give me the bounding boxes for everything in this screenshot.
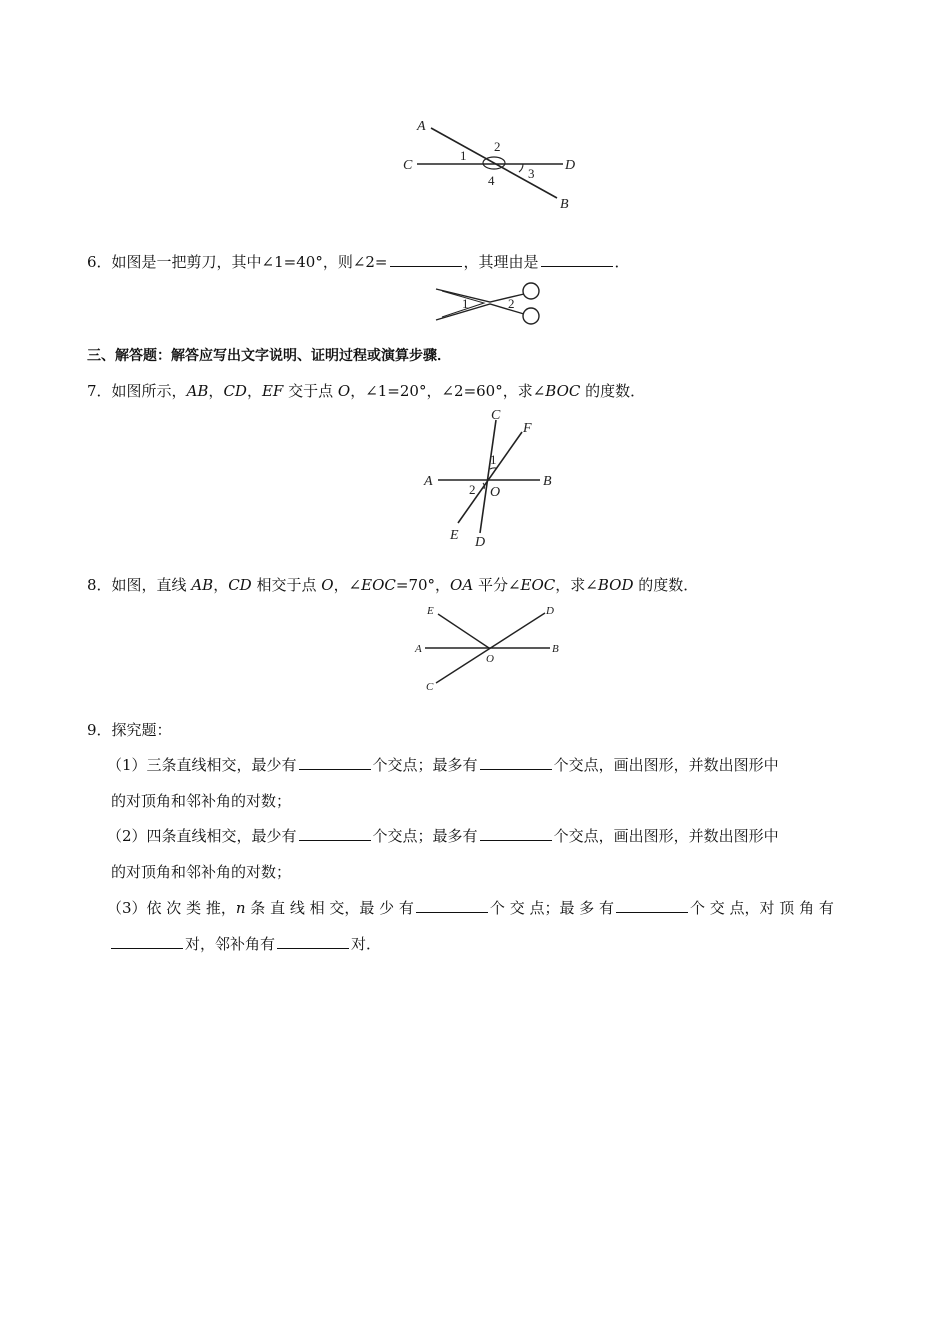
figure-q7 bbox=[418, 405, 568, 550]
question-9-title bbox=[87, 720, 172, 740]
angle-1-label: 1 bbox=[490, 452, 497, 467]
q8-text-5: 平分∠ bbox=[473, 576, 521, 594]
q9-p2-text-c: 个交点，画出图形，并数出图形中 bbox=[553, 827, 779, 845]
q7-sep-2: ， bbox=[246, 382, 262, 400]
q8-text-4: =70°， bbox=[395, 576, 451, 594]
q8-sep-1: ， bbox=[213, 576, 229, 594]
q9-part-3-cont bbox=[111, 934, 381, 954]
q9-p1-text-b: 个交点；最多有 bbox=[372, 756, 478, 774]
q8-o: O bbox=[321, 576, 334, 594]
q8-bod: BOD bbox=[597, 576, 634, 594]
label-a: A bbox=[415, 643, 422, 655]
q9-p1-blank-2[interactable] bbox=[480, 755, 552, 770]
q7-o: O bbox=[337, 382, 351, 400]
q8-ab: AB bbox=[191, 576, 214, 594]
angle-1-label: 1 bbox=[460, 148, 467, 163]
q9-p3-blank-4[interactable] bbox=[277, 934, 349, 949]
q9-p1-text-a: （1）三条直线相交，最少有 bbox=[107, 756, 297, 774]
q6-number: 6． bbox=[87, 253, 112, 271]
handle-bottom bbox=[523, 308, 539, 324]
angle-3-arc bbox=[519, 164, 523, 172]
label-a: A bbox=[424, 474, 433, 489]
line-ef bbox=[458, 432, 522, 523]
q9-title: 探究题： bbox=[111, 721, 172, 739]
q7-text-2: 交于点 bbox=[283, 382, 338, 400]
figure-q8 bbox=[410, 600, 570, 695]
label-d: D bbox=[565, 158, 576, 173]
q7-text-4: 的度数． bbox=[580, 382, 646, 400]
q7-number: 7． bbox=[87, 382, 112, 400]
label-b: B bbox=[543, 474, 552, 489]
q9-part-3 bbox=[107, 898, 834, 918]
q7-boc: BOC bbox=[545, 382, 581, 400]
angle-4-label: 4 bbox=[488, 173, 495, 188]
q9-number: 9． bbox=[87, 721, 112, 739]
angle-1-arc bbox=[490, 468, 496, 469]
line-oe bbox=[438, 614, 489, 648]
q9-p3-text-e: 对，邻补角有 bbox=[185, 935, 276, 953]
q9-p3-text-c: 个 交 点；最 多 有 bbox=[489, 899, 614, 917]
label-o: O bbox=[486, 653, 494, 665]
label-c: C bbox=[491, 408, 501, 423]
angle-3-label: 3 bbox=[528, 166, 535, 181]
angle-2-label: 2 bbox=[494, 139, 501, 154]
q8-eoc-2: EOC bbox=[520, 576, 556, 594]
q9-p3-text-d: 个 交 点，对 顶 角 有 bbox=[690, 899, 834, 917]
q9-p2-text-a: （2）四条直线相交，最少有 bbox=[107, 827, 297, 845]
q8-oa: OA bbox=[450, 576, 474, 594]
q8-text-2: 相交于点 bbox=[251, 576, 322, 594]
angle-1-label: 1 bbox=[462, 296, 469, 311]
label-c: C bbox=[403, 158, 413, 173]
label-d: D bbox=[546, 605, 554, 617]
angle-2-label: 2 bbox=[508, 296, 515, 311]
q8-number: 8． bbox=[87, 576, 112, 594]
figure-q5 bbox=[395, 112, 585, 212]
section-3-heading: 三、解答题：解答应写出文字说明、证明过程或演算步骤． bbox=[87, 348, 451, 364]
q9-part-2 bbox=[107, 826, 779, 846]
q6-text-1: 如图是一把剪刀，其中∠1=40°，则∠2= bbox=[111, 253, 388, 271]
q6-blank-2[interactable] bbox=[541, 252, 613, 267]
label-o: O bbox=[490, 485, 501, 500]
q7-text-3: ，∠1=20°，∠2=60°，求∠ bbox=[350, 382, 546, 400]
angle-2-label: 2 bbox=[469, 482, 476, 497]
label-e: E bbox=[450, 528, 459, 543]
q9-part-1 bbox=[107, 755, 779, 775]
q9-p2-blank-2[interactable] bbox=[480, 826, 552, 841]
q9-p3-n: n bbox=[235, 899, 246, 917]
label-c: C bbox=[426, 681, 434, 693]
q9-p3-text-a: （3）依 次 类 推， bbox=[107, 899, 236, 917]
label-e: E bbox=[427, 605, 434, 617]
label-a: A bbox=[417, 119, 426, 134]
q9-p3-text-f: 对． bbox=[351, 935, 382, 953]
q6-blank-1[interactable] bbox=[390, 252, 462, 267]
label-b: B bbox=[552, 643, 559, 655]
label-f: F bbox=[523, 421, 532, 436]
figure-q6-scissors bbox=[432, 280, 544, 326]
q9-p3-blank-3[interactable] bbox=[111, 934, 183, 949]
q7-ef: EF bbox=[261, 382, 284, 400]
q9-p2-blank-1[interactable] bbox=[299, 826, 371, 841]
label-d: D bbox=[475, 535, 486, 550]
q8-text-6: ，求∠ bbox=[555, 576, 598, 594]
q8-eoc: EOC bbox=[361, 576, 396, 594]
q6-text-3: ． bbox=[614, 253, 630, 271]
q9-part-2-cont: 的对顶角和邻补角的对数； bbox=[111, 863, 292, 881]
q9-p3-text-b: 条 直 线 相 交，最 少 有 bbox=[245, 899, 414, 917]
q8-text-1: 如图，直线 bbox=[111, 576, 192, 594]
question-7 bbox=[87, 381, 645, 401]
label-b: B bbox=[560, 197, 569, 212]
q7-ab: AB bbox=[186, 382, 209, 400]
q6-text-2: ，其理由是 bbox=[463, 253, 539, 271]
q9-p3-blank-2[interactable] bbox=[616, 898, 688, 913]
q9-p1-text-c: 个交点，画出图形，并数出图形中 bbox=[553, 756, 779, 774]
line-cd bbox=[480, 420, 496, 533]
question-8 bbox=[87, 575, 698, 595]
q7-cd: CD bbox=[223, 382, 247, 400]
q8-cd: CD bbox=[228, 576, 252, 594]
q9-part-1-cont: 的对顶角和邻补角的对数； bbox=[111, 792, 292, 810]
q9-p2-text-b: 个交点；最多有 bbox=[372, 827, 478, 845]
q9-p3-blank-1[interactable] bbox=[416, 898, 488, 913]
q7-sep-1: ， bbox=[208, 382, 224, 400]
q8-text-7: 的度数． bbox=[633, 576, 699, 594]
q8-text-3: ，∠ bbox=[333, 576, 362, 594]
q9-p1-blank-1[interactable] bbox=[299, 755, 371, 770]
handle-top bbox=[523, 283, 539, 299]
q7-text-1: 如图所示， bbox=[111, 382, 187, 400]
question-6 bbox=[87, 252, 630, 272]
